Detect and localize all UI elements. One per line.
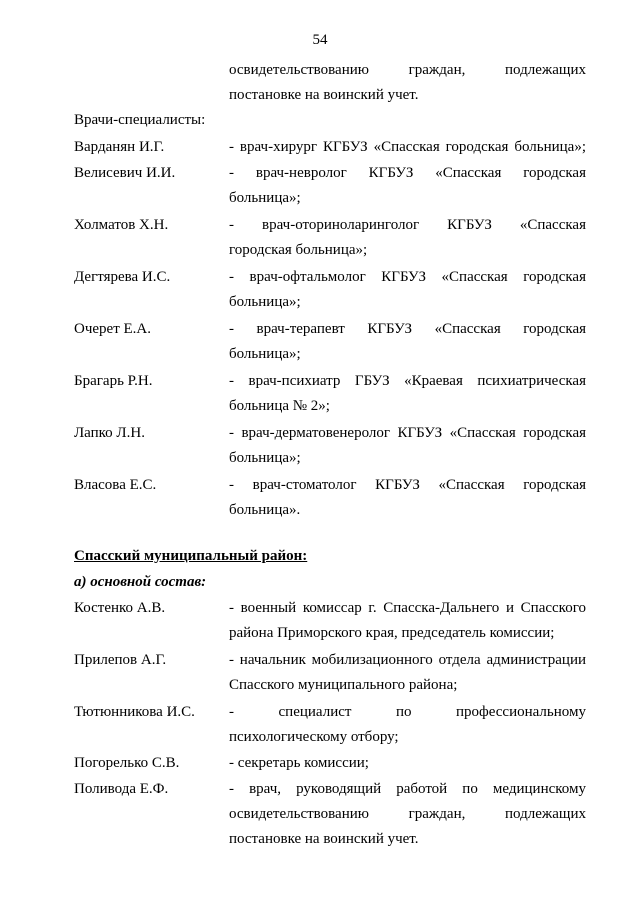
specialist-name: Брагарь Р.Н.	[74, 373, 153, 389]
section-title: Спасский муниципальный район:	[74, 548, 308, 564]
specialist-role-line: - врач-терапевт КГБУЗ «Спасская городская	[229, 321, 586, 337]
specialist-name: Варданян И.Г.	[74, 139, 165, 155]
member-name: Костенко А.В.	[74, 600, 166, 616]
specialist-role-line: - врач-дерматовенеролог КГБУЗ «Спасская городская	[229, 425, 586, 441]
specialist-role-line-2: больница»;	[229, 346, 301, 362]
subsection-heading: а) основной состав:	[74, 574, 207, 590]
specialist-role-line: - врач-невролог КГБУЗ «Спасская городская	[229, 165, 586, 181]
specialist-name: Очерет Е.А.	[74, 321, 151, 337]
member-role-line-2: психологическому отбору;	[229, 729, 399, 745]
specialist-name: Власова Е.С.	[74, 477, 157, 493]
specialist-name: Дегтярева И.С.	[74, 269, 171, 285]
specialist-role-line: - врач-психиатр ГБУЗ «Краевая психиатрическая	[229, 373, 586, 389]
member-name: Поливода Е.Ф.	[74, 781, 169, 797]
specialist-role-line-2: больница»;	[229, 450, 301, 466]
specialist-role-line-2: больница»;	[229, 190, 301, 206]
specialist-role-line-2: больница № 2»;	[229, 398, 330, 414]
member-name: Тютюнникова И.С.	[74, 704, 195, 720]
member-role-line: - специалист по профессиональному	[229, 704, 586, 720]
continuation-line-2: постановке на воинский учет.	[229, 87, 419, 103]
page-number: 54	[312, 32, 328, 48]
specialist-role-line-2: больница».	[229, 502, 301, 518]
member-role-line: - врач, руководящий работой по медицинскому	[229, 781, 586, 797]
continuation-line-1: освидетельствованию граждан, подлежащих	[229, 62, 586, 78]
specialist-role-line-2: городская больница»;	[229, 242, 368, 258]
member-role-line: - секретарь комиссии;	[229, 755, 369, 771]
specialist-role-line: - врач-стоматолог КГБУЗ «Спасская городская	[229, 477, 586, 493]
specialist-name: Лапко Л.Н.	[74, 425, 145, 441]
member-role-line: - начальник мобилизационного отдела администрации	[229, 652, 586, 668]
member-role-line-2: района Приморского края, председатель комиссии;	[229, 625, 555, 641]
specialist-role-line: - врач-хирург КГБУЗ «Спасская городская больница»;	[229, 139, 586, 155]
specialist-name: Холматов Х.Н.	[74, 217, 169, 233]
specialist-name: Велисевич И.И.	[74, 165, 176, 181]
specialist-role-line: - врач-оториноларинголог КГБУЗ «Спасская	[229, 217, 586, 233]
member-role-line: - военный комиссар г. Спасска-Дальнего и Спасского	[229, 600, 586, 616]
member-role-line-2: освидетельствованию граждан, подлежащих	[229, 806, 586, 822]
specialists-heading: Врачи-специалисты:	[74, 112, 206, 128]
member-name: Погорелько С.В.	[74, 755, 180, 771]
member-name: Прилепов А.Г.	[74, 652, 167, 668]
member-role-line-3: постановке на воинский учет.	[229, 831, 419, 847]
specialist-role-line: - врач-офтальмолог КГБУЗ «Спасская городская	[229, 269, 586, 285]
member-role-line-2: Спасского муниципального района;	[229, 677, 458, 693]
specialist-role-line-2: больница»;	[229, 294, 301, 310]
